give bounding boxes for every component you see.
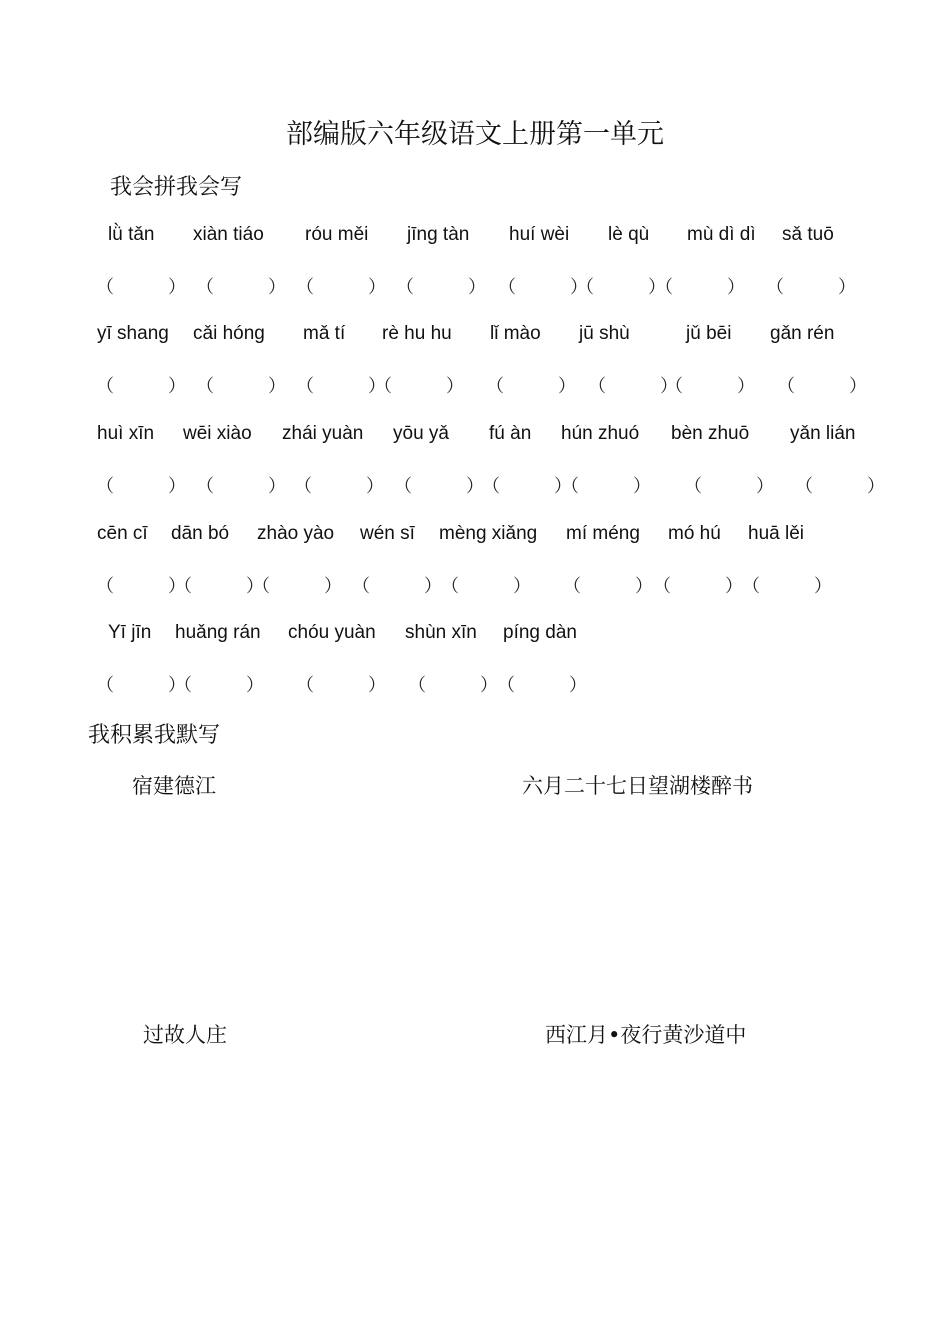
blank-row <box>0 572 950 606</box>
pinyin-row <box>0 423 950 457</box>
blank-row <box>0 372 950 406</box>
pinyin-item: cēn cī <box>97 523 148 544</box>
answer-blank[interactable]: （ ） <box>653 576 743 596</box>
page-title: 部编版六年级语文上册第一单元 <box>286 119 664 150</box>
pinyin-item: mèng xiǎng <box>439 523 538 544</box>
pinyin-item: mù dì dì <box>687 224 756 245</box>
answer-blank[interactable]: （ ） <box>196 376 286 396</box>
answer-blank[interactable]: （ ） <box>588 376 678 396</box>
answer-blank[interactable]: （ ） <box>174 576 264 596</box>
answer-blank[interactable]: （ ） <box>665 376 755 396</box>
pinyin-item: yōu yǎ <box>393 423 449 444</box>
pinyin-row <box>0 224 950 258</box>
pinyin-item: xiàn tiáo <box>193 224 264 245</box>
pinyin-item: lǐ mào <box>490 323 541 344</box>
pinyin-item: hún zhuó <box>561 423 640 444</box>
answer-blank[interactable]: （ ） <box>96 277 186 297</box>
pinyin-item: zhái yuàn <box>282 423 364 444</box>
answer-blank[interactable]: （ ） <box>563 576 653 596</box>
pinyin-item: mó hú <box>668 523 721 544</box>
pinyin-item: wēi xiào <box>183 423 252 444</box>
pinyin-item: róu měi <box>305 224 369 245</box>
pinyin-item: lǜ tǎn <box>108 224 155 245</box>
answer-blank[interactable]: （ ） <box>576 277 666 297</box>
answer-blank[interactable]: （ ） <box>296 376 386 396</box>
blank-row <box>0 472 950 506</box>
pinyin-item: jū shù <box>579 323 630 344</box>
pinyin-row <box>0 323 950 357</box>
pinyin-item: chóu yuàn <box>288 622 376 643</box>
answer-blank[interactable]: （ ） <box>655 277 745 297</box>
pinyin-item: cǎi hóng <box>193 323 265 344</box>
answer-blank[interactable]: （ ） <box>486 376 576 396</box>
pinyin-item: jǔ bēi <box>686 323 732 344</box>
poem-title: 西江月•夜行黄沙道中 <box>545 1023 747 1047</box>
answer-blank[interactable]: （ ） <box>394 476 484 496</box>
pinyin-item: huā lěi <box>748 523 804 544</box>
pinyin-item: mǎ tí <box>303 323 346 344</box>
answer-blank[interactable]: （ ） <box>196 277 286 297</box>
answer-blank[interactable]: （ ） <box>296 675 386 695</box>
pinyin-item: gǎn rén <box>770 323 835 344</box>
pinyin-item: bèn zhuō <box>671 423 750 444</box>
pinyin-item: mí méng <box>566 523 640 544</box>
pinyin-item: shùn xīn <box>405 622 477 643</box>
section-heading-recitation: 我积累我默写 <box>88 723 221 748</box>
pinyin-item: huì xīn <box>97 423 155 444</box>
pinyin-item: Yī jīn <box>108 622 152 643</box>
answer-blank[interactable]: （ ） <box>408 675 498 695</box>
answer-blank[interactable]: （ ） <box>396 277 486 297</box>
pinyin-item: jīng tàn <box>407 224 470 245</box>
section-heading-pinyin: 我会拼我会写 <box>110 175 243 200</box>
answer-blank[interactable]: （ ） <box>497 675 587 695</box>
pinyin-row <box>0 622 950 656</box>
poem-title: 过故人庄 <box>143 1023 227 1047</box>
answer-blank[interactable]: （ ） <box>174 675 264 695</box>
pinyin-item: zhào yào <box>257 523 335 544</box>
answer-blank[interactable]: （ ） <box>561 476 651 496</box>
pinyin-item: píng dàn <box>503 622 577 643</box>
answer-blank[interactable]: （ ） <box>766 277 856 297</box>
pinyin-item: fú àn <box>489 423 532 444</box>
answer-blank[interactable]: （ ） <box>252 576 342 596</box>
answer-blank[interactable]: （ ） <box>96 576 186 596</box>
answer-blank[interactable]: （ ） <box>352 576 442 596</box>
answer-blank[interactable]: （ ） <box>777 376 867 396</box>
pinyin-item: dān bó <box>171 523 230 544</box>
poem-title: 六月二十七日望湖楼醉书 <box>522 774 753 798</box>
pinyin-item: wén sī <box>360 523 415 544</box>
pinyin-item: huí wèi <box>509 224 570 245</box>
answer-blank[interactable]: （ ） <box>196 476 286 496</box>
answer-blank[interactable]: （ ） <box>441 576 531 596</box>
answer-blank[interactable]: （ ） <box>795 476 885 496</box>
answer-blank[interactable]: （ ） <box>482 476 572 496</box>
answer-blank[interactable]: （ ） <box>374 376 464 396</box>
answer-blank[interactable]: （ ） <box>294 476 384 496</box>
pinyin-item: yǎn lián <box>790 423 856 444</box>
pinyin-item: yī shang <box>97 323 169 344</box>
blank-row <box>0 273 950 307</box>
pinyin-row <box>0 523 950 557</box>
pinyin-item: sǎ tuō <box>782 224 834 245</box>
pinyin-item: rè hu hu <box>382 323 452 344</box>
pinyin-item: huǎng rán <box>175 622 261 643</box>
answer-blank[interactable]: （ ） <box>96 675 186 695</box>
poem-title: 宿建德江 <box>132 774 216 798</box>
answer-blank[interactable]: （ ） <box>742 576 832 596</box>
answer-blank[interactable]: （ ） <box>96 476 186 496</box>
answer-blank[interactable]: （ ） <box>96 376 186 396</box>
pinyin-item: lè qù <box>608 224 650 245</box>
answer-blank[interactable]: （ ） <box>498 277 588 297</box>
answer-blank[interactable]: （ ） <box>296 277 386 297</box>
blank-row <box>0 671 950 705</box>
answer-blank[interactable]: （ ） <box>684 476 774 496</box>
